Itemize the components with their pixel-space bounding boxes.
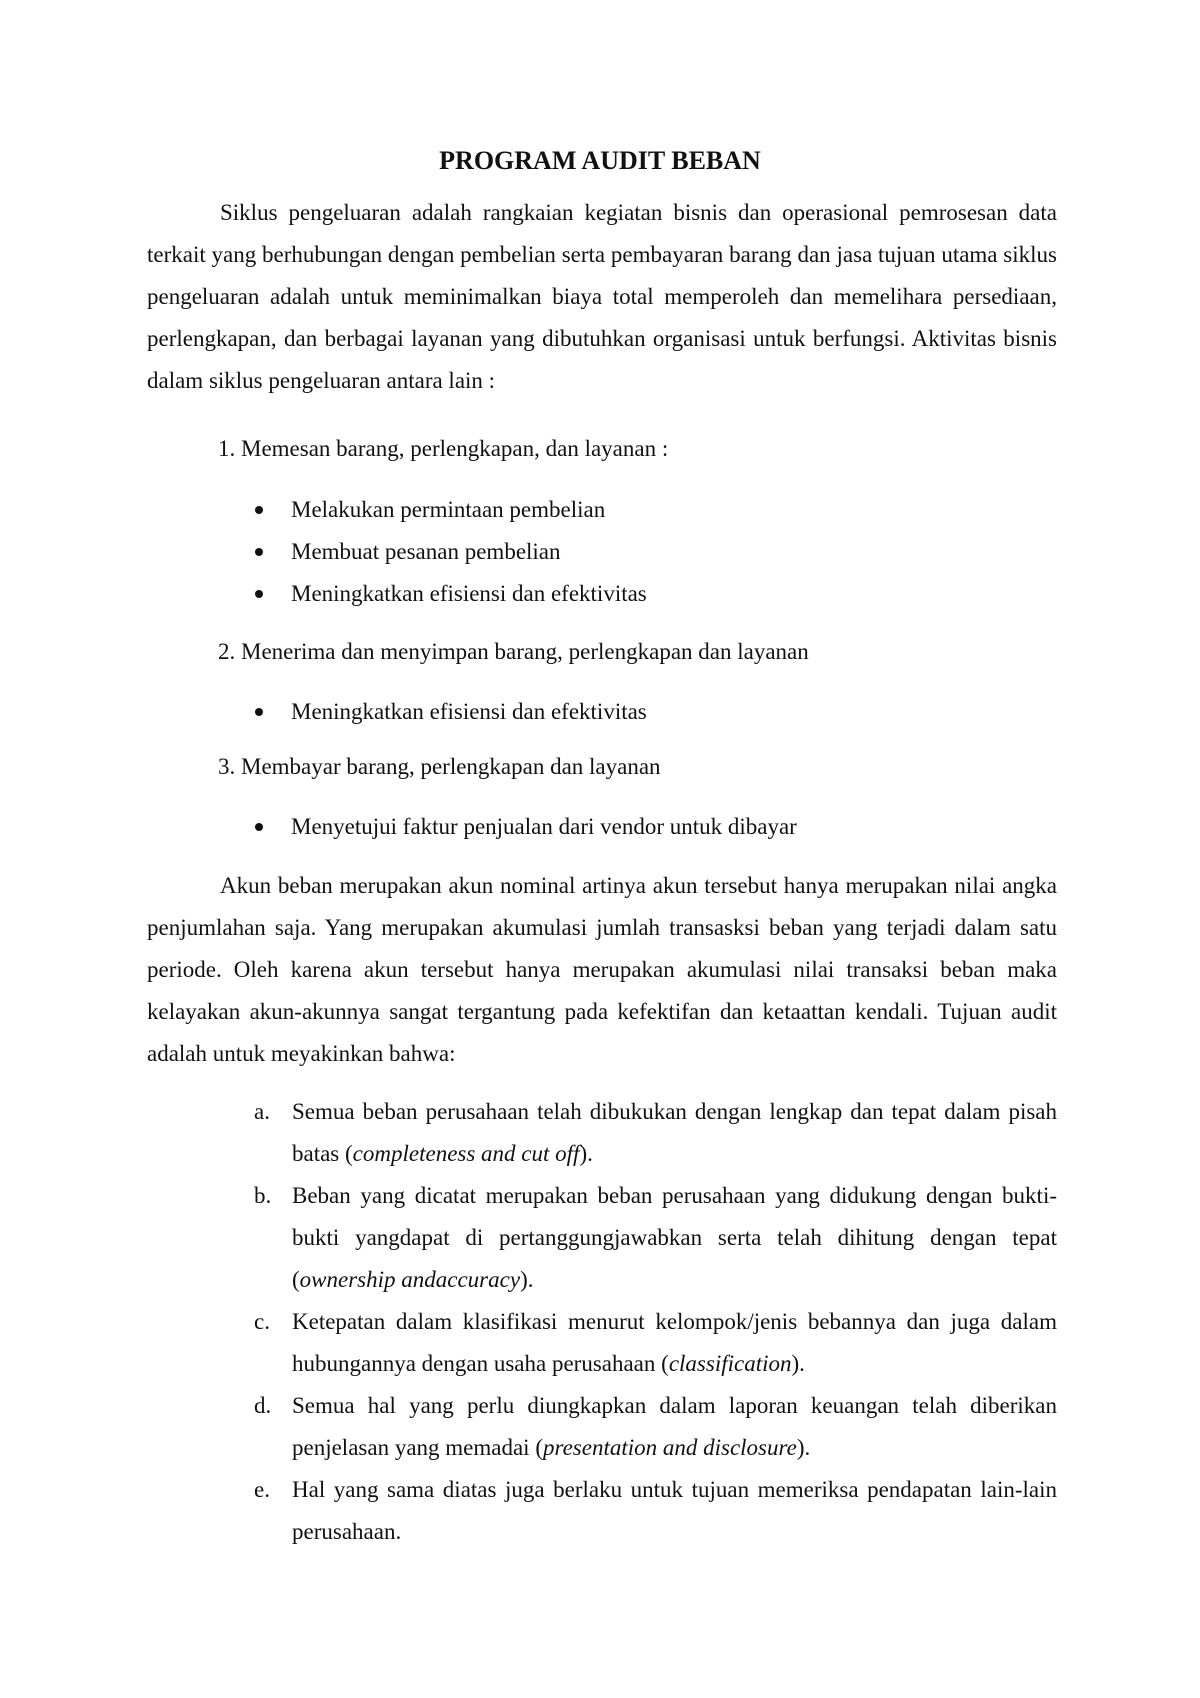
objective-item-d: d. Semua hal yang perlu diungkapkan dalam laporan keuangan telah diberikan penjelasan yang memadai (presentation and disclosure).: [254, 1393, 1057, 1460]
list-item: Meningkatkan efisiensi dan efektivitas: [252, 579, 647, 621]
bullet-icon: [255, 548, 263, 556]
objective-item-e: e. Hal yang sama diatas juga berlaku untuk tujuan memeriksa pendapatan lain-lain perusahaan.: [254, 1477, 1057, 1544]
activity-heading-1: 1. Memesan barang, perlengkapan, dan layanan :: [218, 436, 669, 461]
bullet-icon: [255, 590, 263, 598]
bullet-icon: [255, 823, 263, 831]
activity-list-1: [252, 495, 647, 621]
audit-objectives-paragraph: Akun beban merupakan akun nominal artinya akun tersebut hanya merupakan nilai angka penjumlahan saja. Yang merupakan akumulasi jumlah transasksi beban yang terjadi dalam satu periode. Oleh karena akun tersebut hanya merupakan akumulasi nilai transaksi beban maka kelayakan akun-akunnya sangat tergantung pada kefektifan dan ketaattan kendali. Tujuan audit adalah untuk meyakinkan bahwa:: [147, 873, 1057, 1066]
intro-paragraph: Siklus pengeluaran adalah rangkaian kegiatan bisnis dan operasional pemrosesan data terkait yang berhubungan dengan pembelian serta pembayaran barang dan jasa tujuan utama siklus pengeluaran adalah untuk meminimalkan biaya total memperoleh dan memelihara persediaan, perlengkapan, dan berbagai layanan yang dibutuhkan organisasi untuk berfungsi. Aktivitas bisnis dalam siklus pengeluaran antara lain :: [147, 200, 1057, 393]
list-item: Meningkatkan efisiensi dan efektivitas: [252, 697, 647, 739]
activity-list-2: [252, 697, 647, 739]
bullet-icon: [255, 506, 263, 514]
list-item: Membuat pesanan pembelian: [252, 537, 647, 579]
audit-objectives-list: [252, 1091, 1057, 1553]
activity-list-3: [252, 812, 797, 854]
activity-heading-3: 3. Membayar barang, perlengkapan dan layanan: [218, 754, 661, 779]
activity-heading-2: 2. Menerima dan menyimpan barang, perlengkapan dan layanan: [218, 639, 809, 664]
objective-item-b: b. Beban yang dicatat merupakan beban perusahaan yang didukung dengan bukti-bukti yangdapat di pertanggungjawabkan serta telah dihitung dengan tepat (ownership andaccuracy).: [254, 1183, 1057, 1292]
objective-item-a: a. Semua beban perusahaan telah dibukukan dengan lengkap dan tepat dalam pisah batas (completeness and cut off).: [254, 1099, 1057, 1166]
objective-item-c: c. Ketepatan dalam klasifikasi menurut kelompok/jenis bebannya dan juga dalam hubungannya dengan usaha perusahaan (classification).: [254, 1309, 1057, 1376]
list-item: Melakukan permintaan pembelian: [252, 495, 647, 537]
page-title: PROGRAM AUDIT BEBAN: [439, 146, 761, 175]
bullet-icon: [255, 708, 263, 716]
list-item: Menyetujui faktur penjualan dari vendor untuk dibayar: [252, 812, 797, 854]
